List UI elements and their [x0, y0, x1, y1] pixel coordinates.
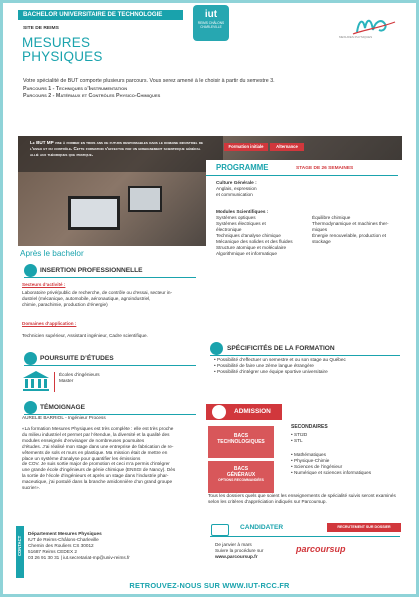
- divider: [206, 175, 398, 176]
- divider: [210, 355, 400, 356]
- secteurs-heading: Secteurs d’activité :: [22, 282, 66, 287]
- contact-strip: CONTACT: [16, 526, 24, 578]
- intro-paragraph: Votre spécialité de BUT comporte plusieurs parcours. Vous serez amené à le choisir à partir du semestre 3.: [23, 78, 275, 84]
- tag-formation-initiale: Formation initiale: [224, 143, 268, 151]
- parcours-2: Parcours 2 - Matériaux et Contrôles Physico-Chimiques: [23, 93, 161, 99]
- secondaires-heading: SECONDAIRES: [291, 424, 328, 430]
- parcoursup-logo: parcoursup: [296, 544, 346, 554]
- admission-icon: [212, 405, 226, 419]
- programme-title: PROGRAMME: [216, 163, 269, 172]
- title-line-2: PHYSIQUES: [22, 49, 103, 64]
- poursuite-title: POURSUITE D’ÉTUDES: [40, 355, 114, 362]
- photo-overlay-text: Le BUT MP vise à former en trois ans de futurs responsables dans le domaine industriel de l’essai et du contrôle. Cette formation s’effectue par un enseignement scientifique général allié aux théoriques que pratique.: [30, 140, 203, 158]
- divider: [24, 277, 196, 278]
- mp-logo: [339, 14, 399, 40]
- briefcase-icon: [24, 264, 37, 277]
- apres-heading: Après le bachelor: [20, 249, 84, 258]
- graduation-icon: [24, 352, 37, 365]
- star-icon: [210, 342, 223, 355]
- divider: [210, 536, 400, 537]
- tag-alternance: Alternance: [270, 143, 304, 151]
- contact-text: Département Mesures Physiques IUT de Reims-Châlons-Charleville Chemin des Rouliers CS 30012 51687 Reims CEDEX 2 03 26 91 30 31 | iut.secretariat-mp@univ-reims.fr: [28, 531, 203, 561]
- poursuite-list: Écoles d’ingénieurs Master: [54, 372, 104, 392]
- temoignage-title: TÉMOIGNAGE: [40, 404, 86, 411]
- page-title: [22, 36, 103, 64]
- specificites-list: • Possibilité d’effectuer un semestre et ou son stage au Québec • Possibilité de faire une 2ème langue étrangère • Possibilité d’intégrer une équipe sportive universitaire: [214, 357, 346, 374]
- iut-logo-subtext: REIMS CHÂLONS CHARLEVILLE: [197, 21, 225, 29]
- quote-icon: [24, 401, 37, 414]
- iut-logo: [193, 5, 229, 41]
- monitor-shape: [68, 196, 120, 230]
- secteurs-text: Laboratoire privé/public de recherche, de contrôle ou d’essai, secteur in- dustriel (mécanique, automobile, aéronautique, agroindustriel, chimie, parachimie, production d’énergie): [22, 290, 173, 307]
- admission-header: ADMISSION: [206, 404, 282, 420]
- mp-logo-text: MESURES PHYSIQUES: [339, 35, 373, 39]
- modules-col-1: Modules Scientifiques : Systèmes optiques Systèmes électriques et électronique Techniques d’analyse chimique Mécanique des solides et des fluides Structure atomique et moléculaire Algorithmique et informatique: [216, 209, 293, 256]
- techno-list: • STI2D • STL: [291, 432, 308, 443]
- generaux-list: • Mathématiques • Physique-Chimie • Sciences de l’ingénieur • Numérique et sciences informatiques: [291, 452, 372, 475]
- candidater-title: CANDIDATER: [240, 524, 284, 531]
- iut-logo-text: iut: [204, 9, 218, 20]
- divider: [24, 365, 196, 366]
- title-line-1: MESURES: [22, 35, 91, 50]
- bac-technologiques: BACS TECHNOLOGIQUES: [208, 426, 274, 458]
- culture-generale: Culture Générale : Anglais, expression et communication: [216, 180, 257, 197]
- parcoursup-link[interactable]: www.parcoursup.fr: [215, 554, 258, 559]
- laptop-icon: [211, 524, 229, 536]
- temoignage-text: «La formation Mesures Physiques est très complète : elle est très proche du milieu industriel et permet par l’étendue, la diversité et la qualité des modules enseignés d’envisager de nombreuses poursuites d’études. J’ai réalisé mon stage dans une entreprise de fabrication de re- vêtements de sols et murs en plastique. Ma mission était de mettre en place un système d’analyse pour quantifier les émissions de COV. Je suis sortie major de promotion et ceci m’a permis d’intégrer une grande école d’ingénieurs de génie chimique (ENSGI de Nancy). Dès la sortie de l’école d’ingénieurs et après un stage dans l’industrie phar- maceutique, j’ai postulé dans la branche amidonnière d’un grand groupe sucrier».: [22, 426, 176, 491]
- domaines-heading: Domaines d’application :: [22, 321, 77, 326]
- temoignage-author: AURELIE BARRIOL - Ingénieur Process: [22, 415, 106, 420]
- parcours-1: Parcours 1 - Techniques d’Instrumentation: [23, 85, 128, 92]
- modules-col-2: Équilibre chimique Thermodynamique et machines ther- miques Énergie renouvelable, production et stockage: [312, 215, 389, 244]
- contact-email[interactable]: 03 26 91 30 31 | iut.secretariat-mp@univ-reims.fr: [28, 555, 130, 560]
- domaines-text: Technicien supérieur, Assistant ingénieur, Cadre scientifique.: [22, 333, 148, 338]
- site-label: SITE DE REIMS: [23, 26, 59, 31]
- recrutement-badge: RECRUTEMENT SUR DOSSIER: [327, 523, 401, 532]
- monitor-shape: [128, 186, 162, 212]
- building-icon: [22, 370, 50, 392]
- header-band: BACHELOR UNIVERSITAIRE DE TECHNOLOGIE: [18, 10, 183, 20]
- candidater-text: De janvier à mars Suivre la procédure sur www.parcoursup.fr: [215, 542, 264, 559]
- stage-duration: STAGE DE 26 SEMAINES: [296, 166, 354, 171]
- footer-website[interactable]: RETROUVEZ-NOUS SUR WWW.IUT-RCC.FR: [129, 581, 290, 590]
- specificites-title: SPÉCIFICITÉS DE LA FORMATION: [227, 345, 335, 352]
- intro-text: [23, 78, 403, 101]
- insertion-title: INSERTION PROFESSIONNELLE: [40, 267, 143, 274]
- bac-generaux: BACS GÉNÉRAUX OPTIONS RECOMMANDÉES: [208, 461, 274, 493]
- admission-note: Tous les dossiers quels que soient les enseignements de spécialité suivis seront examinés selon les critères d’appréciation indiqués sur Parcoursup.: [208, 493, 396, 504]
